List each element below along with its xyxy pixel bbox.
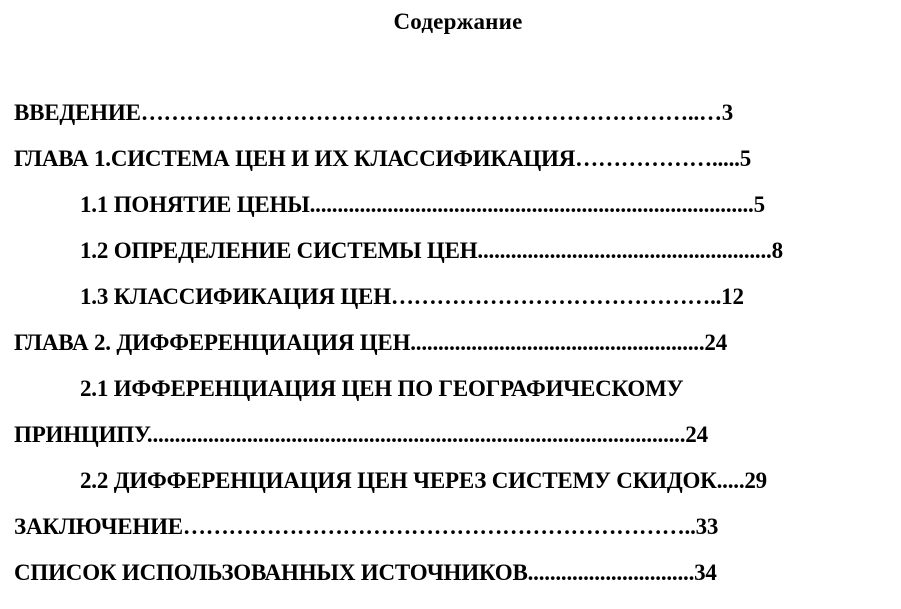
toc-entry-text: ПРИНЦИПУ.................................................................................................24 (14, 422, 708, 447)
document-title: Содержание (393, 9, 523, 34)
toc-entry-section-2-1-line-1 (0, 374, 901, 404)
toc-entry-text: ГЛАВА 1.СИСТЕМА ЦЕН И ИХ КЛАССИФИКАЦИЯ……………….....5 (14, 146, 751, 171)
toc-entry-section-2-2 (0, 466, 901, 496)
toc-entry-section-1-3 (0, 282, 901, 312)
toc-entry-chapter-1 (0, 144, 901, 174)
toc-entry-text: 1.2 ОПРЕДЕЛЕНИЕ СИСТЕМЫ ЦЕН.....................................................8 (80, 238, 783, 263)
toc-entry-references (0, 558, 901, 588)
toc-entry-text: ЗАКЛЮЧЕНИЕ…………………………………………………………..33 (14, 514, 719, 539)
toc-entry-text: 1.3 КЛАССИФИКАЦИЯ ЦЕН……………………………………..12 (80, 284, 744, 309)
toc-entry-text: ГЛАВА 2. ДИФФЕРЕНЦИАЦИЯ ЦЕН.....................................................24 (14, 330, 728, 355)
toc-entry-section-1-1 (0, 190, 901, 220)
toc-entry-section-2-1-line-2 (0, 420, 901, 450)
toc-entry-text: 2.2 ДИФФЕРЕНЦИАЦИЯ ЦЕН ЧЕРЕЗ СИСТЕМУ СКИДОК.....29 (80, 468, 767, 493)
toc-entry-text: 1.1 ПОНЯТИЕ ЦЕНЫ................................................................................5 (80, 192, 765, 217)
toc-entry-chapter-2 (0, 328, 901, 358)
toc-entry-conclusion (0, 512, 901, 542)
toc-entry-text: 2.1 ИФФЕРЕНЦИАЦИЯ ЦЕН ПО ГЕОГРАФИЧЕСКОМУ (80, 376, 684, 401)
toc-entry-text: СПИСОК ИСПОЛЬЗОВАННЫХ ИСТОЧНИКОВ..............................34 (14, 560, 717, 585)
toc-entry-text: ВВЕДЕНИЕ………………………………………………………………..…3 (14, 100, 734, 125)
toc-entry-introduction (0, 98, 901, 128)
toc-entry-section-1-2 (0, 236, 901, 266)
